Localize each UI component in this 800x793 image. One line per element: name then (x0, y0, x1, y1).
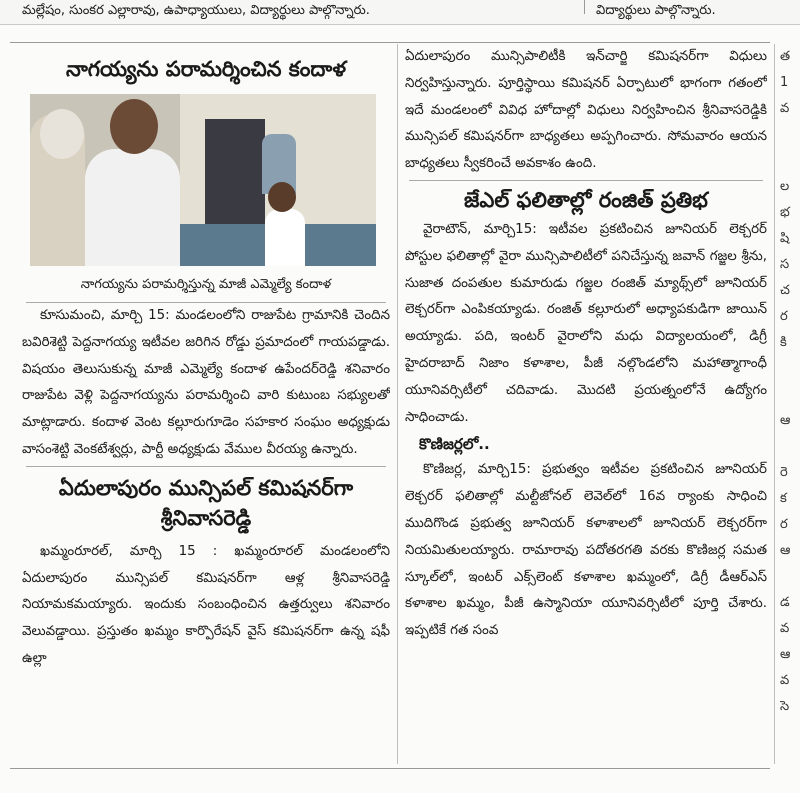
story-divider (26, 466, 386, 467)
right-edge-line (780, 564, 800, 590)
right-edge-line: ఆ (780, 647, 791, 662)
right-edge-line: స (780, 257, 790, 272)
right-edge-line: వ (780, 621, 790, 636)
story2-headline-line1: ఏదులాపురం మున్సిపల్‌ కమిషనర్‌గా (58, 475, 354, 500)
right-edge-line: ర (780, 517, 788, 532)
story2-headline-line2: శ్రీనివాసరెడ్డి (160, 505, 252, 530)
right-edge-line: త (780, 49, 791, 64)
story3-body2: కొణిజర్ల, మార్చి15: ప్రభుత్వం ఇటీవల ప్రకటించిన జూనియర్‌ లెక్చరర్‌ ఫలితాల్లో మల్టీజోనల్‌ లెవెల్‌లో 16వ ర్యాంకు సాధించి ముదిగొండ ప్రభుత్వ జూనియర్‌ కళాశాలలో జూనియర్‌ లెక్చరర్‌గా నియమితులయ్యారు. రామారావు పదోతరగతి వరకు కొణిజర్ల సమత స్కూల్‌లో, ఇంటర్‌ ఎక్స్‌లెంట్‌ కళాశాల ఖమ్మంలో, డిగ్రీ డీఆర్‌ఎస్‌ కళాశాల ఖమ్మం, పీజీ ఉస్మానియా యూనివర్సిటీలో పూర్తి చేశారు. ఇప్పటికే గత సంవ (405, 462, 767, 639)
right-edge-line: వ (780, 101, 790, 116)
column-rule (397, 44, 398, 764)
previous-story-strip (0, 0, 800, 25)
story2-body-part2: ఏదులాపురం మున్సిపాలిటీకి ఇన్‌చార్జి కమిషనర్‌గా విధులు నిర్వహిస్తున్నారు. పూర్తిస్థాయి కమిషనర్‌ ఏర్పాటులో భాగంగా గతంలో ఇదే మండలంలో వివిధ హోదాల్లో విధులు నిర్వహించిన శ్రీనివాసరెడ్డికి మున్సిపల్‌ కమిషనర్‌గా బాధ్యతలు అప్పగించారు. సోమవారం ఆయన బాధ్యతలు స్వీకరించే అవకాశం ఉంది. (405, 49, 767, 172)
right-edge-line: క (780, 491, 787, 506)
right-edge-line: సె (780, 699, 790, 714)
column-left (22, 44, 390, 764)
previous-story-text-right: విద్యార్థులు పాల్గొన్నారు. (596, 3, 716, 18)
story1-headline: నాగయ్యను పరామర్శించిన కందాళ (65, 57, 347, 81)
column-right-cut (780, 44, 800, 764)
right-edge-line: ల (780, 179, 790, 194)
story-divider (409, 180, 763, 181)
right-edge-line (780, 382, 800, 408)
right-edge-line: రె (780, 465, 788, 480)
strip-divider (584, 0, 585, 14)
column-rule (774, 44, 775, 764)
story3-headline: జేఎల్‌ ఫలితాల్లో రంజిత్‌ ప్రతిభ (464, 187, 708, 212)
right-edge-line: భ (780, 205, 790, 220)
right-edge-line: ఆ (780, 543, 791, 558)
story3-subheading: కొణిజర్లలో.. (419, 435, 490, 454)
right-edge-line: కి (780, 335, 787, 350)
right-edge-line: చ (780, 283, 790, 298)
story1-photo (30, 94, 376, 266)
right-edge-line: ఆ (780, 413, 791, 428)
right-edge-line (780, 434, 800, 460)
right-edge-line (780, 148, 800, 174)
right-edge-line: 1 (780, 75, 789, 90)
right-edge-line (780, 122, 800, 148)
column-middle (405, 44, 767, 764)
story2-body-part1: ఖమ్మంరూరల్‌, మార్చి 15 : ఖమ్మంరూరల్‌ మండలంలోని ఏదులాపురం మున్సిపల్‌ కమిషనర్‌గా ఆళ్ల శ్రీనివాసరెడ్డి నియామకమయ్యారు. ఇందుకు సంబంధించిన ఉత్తర్వులు శనివారం వెలువడ్డాయి. ప్రస్తుతం ఖమ్మం కార్పొరేషన్‌ వైస్‌ కమిషనర్‌గా ఉన్న షఫీ ఉల్లా (22, 543, 390, 666)
story3-body: వైరాటౌన్‌, మార్చి15: ఇటీవల ప్రకటించిన జూనియర్‌ లెక్చరర్‌ పోస్టుల ఫలితాల్లో వైరా మున్సిపాలిటీలో పనిచేస్తున్న జవాన్‌ గజ్జల శ్రీను, సుజాత దంపతుల కుమారుడు గజ్జల రంజిత్‌ మ్యాథ్స్‌లో జూనియర్‌ లెక్చరర్‌గా ఎంపికయ్యాడు. రంజిత్‌ కల్లూరులో అధ్యాపకుడిగా జాయిన్‌ అయ్యాడు. పది, ఇంటర్‌ వైరాలోని మధు విద్యాలయంలో, డిగ్రీ హైదరాబాద్‌ నిజాం కళాశాల, పీజీ నల్గొండలోని మహాత్మాగాంధీ యూనివర్సిటీలో చదివాడు. మొదటి ప్రయత్నంలోనే ఉద్యోగం సాధించాడు. (405, 221, 767, 425)
previous-story-text-left: మల్లేషం, సుంకర ఎల్లారావు, ఉపాధ్యాయులు, విద్యార్థులు పాల్గొన్నారు. (22, 3, 370, 18)
right-edge-line: డ (780, 595, 790, 610)
story1-photo-caption: నాగయ్యను పరామర్శిస్తున్న మాజీ ఎమ్మెల్యే కందాళ (26, 266, 386, 303)
story1-body: కూసుమంచి, మార్చి 15: మండలంలోని రాజుపేట గ్రామానికి చెందిన బవిరిశెట్టి పెద్దనాగయ్య ఇటీవల జరిగిన రోడ్డు ప్రమాదంలో గాయపడ్డాడు. విషయం తెలుసుకున్న మాజీ ఎమ్మెల్యే కందాళ ఉపేందర్‌రెడ్డి శనివారం రాజుపేట వెళ్లి పెద్దనాగయ్యను పరామర్శించి వారి కుటుంబ సభ్యులతో మాట్లాడారు. కందాళ వెంట కల్లూరుగూడెం సహకార సంఘం అధ్యక్షుడు వాసంశెట్టి వెంకటేశ్వర్లు, పార్టీ అధ్యక్షుడు వేముల వీరయ్య ఉన్నారు. (22, 308, 390, 457)
right-edge-line: షి (780, 231, 790, 246)
right-edge-line (780, 356, 800, 382)
right-edge-line: వ (780, 673, 790, 688)
right-edge-line: ర (780, 309, 788, 324)
